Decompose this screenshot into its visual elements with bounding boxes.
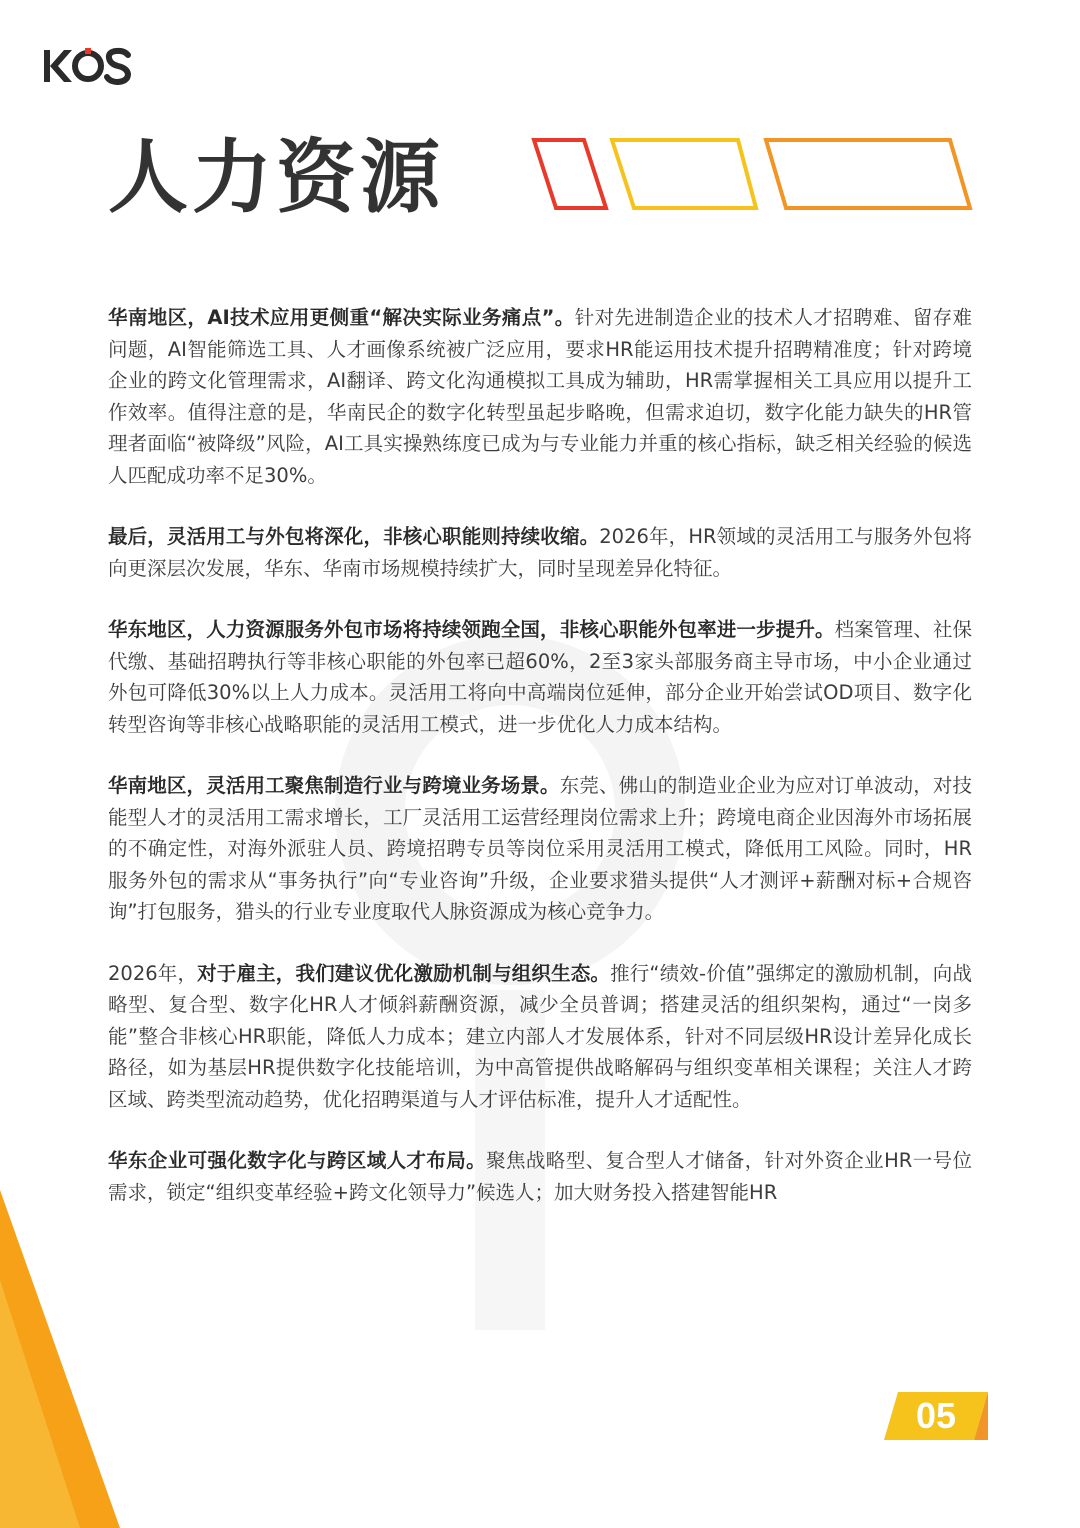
paragraph-lead: 华东企业可强化数字化与跨区域人才布局。 <box>108 1149 487 1172</box>
paragraph <box>108 302 972 491</box>
paragraph <box>108 521 972 584</box>
kos-logo <box>42 46 134 96</box>
orange-parallelogram <box>766 140 970 208</box>
page-number: 05 <box>915 1395 957 1436</box>
paragraph <box>108 958 972 1116</box>
paragraph-text: 针对先进制造企业的技术人才招聘难、留存难问题，AI智能筛选工具、人才画像系统被广泛应用，要求HR能运用技术提升招聘精准度；针对跨境企业的跨文化管理需求，AI翻译、跨文化沟通模拟工具成为辅助，HR需掌握相关工具应用以提升工作效率。值得注意的是，华南民企的数字化转型虽起步略晚，但需求迫切，数字化能力缺失的HR管理者面临“被降级”风险，AI工具实操熟练度已成为与专业能力并重的核心指标，缺乏相关经验的候选人匹配成功率不足30%。 <box>108 306 972 487</box>
paragraph-lead: 华南地区，AI技术应用更侧重“解决实际业务痛点”。 <box>108 306 575 329</box>
kos-logo-mark <box>42 46 134 86</box>
paragraph <box>108 614 972 740</box>
paragraph-lead: 华东地区，人力资源服务外包市场将持续领跑全国，非核心职能外包率进一步提升。 <box>108 618 835 641</box>
red-parallelogram <box>534 140 606 208</box>
paragraph-text: 档案管理、社保代缴、基础招聘执行等非核心职能的外包率已超60%，2至3家头部服务商主导市场，中小企业通过外包可降低30%以上人力成本。灵活用工将向中高端岗位延伸，部分企业开始尝试OD项目、数字化转型咨询等非核心战略职能的灵活用工模式，进一步优化人力成本结构。 <box>108 618 972 736</box>
title-decoration <box>520 130 980 214</box>
paragraph-text: 推行“绩效-价值”强绑定的激励机制，向战略型、复合型、数字化HR人才倾斜薪酬资源，减少全员普调；搭建灵活的组织架构，通过“一岗多能”整合非核心HR职能，降低人力成本；建立内部人才发展体系，针对不同层级HR设计差异化成长路径，如为基层HR提供数字化技能培训，为中高管提供战略解码与组织变革相关课程；关注人才跨区域、跨类型流动趋势，优化招聘渠道与人才评估标准，提升人才适配性。 <box>108 961 972 1111</box>
page-title: 人力资源 <box>108 131 444 224</box>
paragraph <box>108 770 972 928</box>
page-number-badge <box>884 1392 988 1440</box>
paragraph-text: 聚焦战略型、复合型人才储备，针对外资企业HR一号位需求，锁定“组织变革经验+跨文化领导力”候选人；加大财务投入搭建智能HR <box>108 1149 972 1204</box>
paragraph-lead: 最后，灵活用工与外包将深化，非核心职能则持续收缩。 <box>108 525 600 548</box>
yellow-parallelogram <box>612 140 756 208</box>
paragraph-prefix: 2026年， <box>108 961 198 985</box>
paragraph-lead: 华南地区，灵活用工聚焦制造行业与跨境业务场景。 <box>108 774 560 797</box>
paragraph-text: 东莞、佛山的制造业企业为应对订单波动，对技能型人才的灵活用工需求增长，工厂灵活用工运营经理岗位需求上升；跨境电商企业因海外市场拓展的不确定性，对海外派驻人员、跨境招聘专员等岗位采用灵活用工模式，降低用工风险。同时，HR服务外包的需求从“事务执行”向“专业咨询”升级，企业要求猎头提供“人才测评+薪酬对标+合规咨询”打包服务，猎头的行业专业度取代人脉资源成为核心竞争力。 <box>108 774 972 923</box>
corner-accent <box>0 1190 120 1528</box>
paragraph-text: 2026年，HR领域的灵活用工与服务外包将向更深层次发展，华东、华南市场规模持续扩大，同时呈现差异化特征。 <box>108 525 972 580</box>
paragraph-lead: 对于雇主，我们建议优化激励机制与组织生态。 <box>197 961 611 985</box>
paragraph <box>108 1145 972 1208</box>
article-body <box>108 302 972 1238</box>
